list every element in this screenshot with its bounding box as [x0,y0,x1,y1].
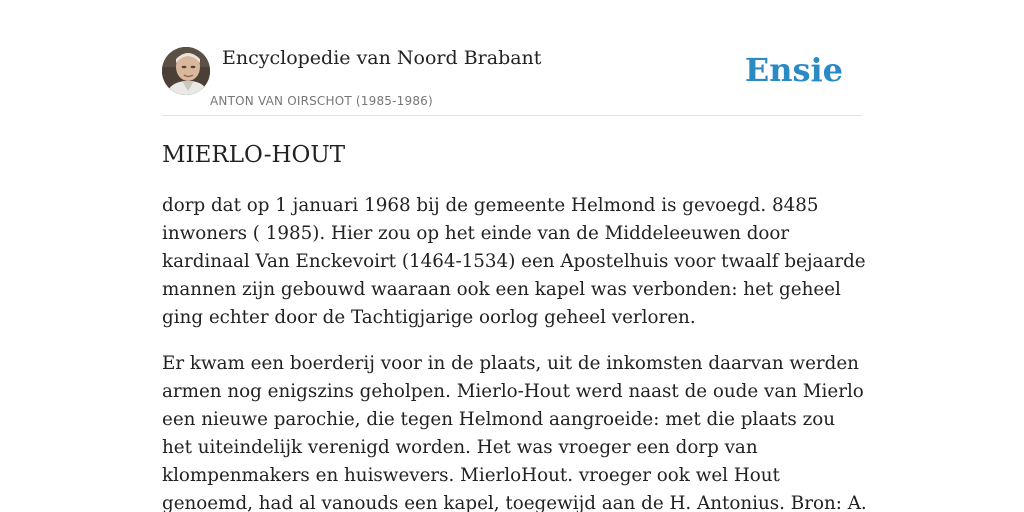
author-name[interactable]: ANTON VAN OIRSCHOT (1985-1986) [210,94,433,108]
article-header [162,46,862,116]
publication-title[interactable]: Encyclopedie van Noord Brabant [222,47,542,69]
article-body [162,192,868,512]
author-avatar[interactable] [162,47,210,95]
paragraph: dorp dat op 1 januari 1968 bij de gemeente Helmond is gevoegd. 8485 inwoners ( 1985). Hier zou op het einde van de Middeleeuwen door kardinaal Van Enckevoirt (1464-1534) een Apostelhuis voor twaalf bejaarde mannen zijn gebouwd waaraan ook een kapel was verbonden: het geheel ging echter door de Tachtigjarige oorlog geheel verloren. [162,195,866,328]
author-portrait-icon [162,47,210,95]
header-divider [162,115,862,116]
article-title: MIERLO-HOUT [162,142,346,168]
brand-logo[interactable]: Ensie [744,51,843,89]
paragraph: Er kwam een boerderij voor in de plaats, uit de inkomsten daarvan werden armen nog enigszins geholpen. Mierlo-Hout werd naast de oude van Mierlo een nieuwe parochie, die tegen Helmond aangroeide: met die plaats zou het uiteindelijk verenigd worden. Het was vroeger een dorp van klompenmakers en huiswevers. MierloHout. vroeger ook wel Hout genoemd, had al vanouds een kapel, toegewijd aan de H. Antonius. Bron: A. [162,353,867,512]
